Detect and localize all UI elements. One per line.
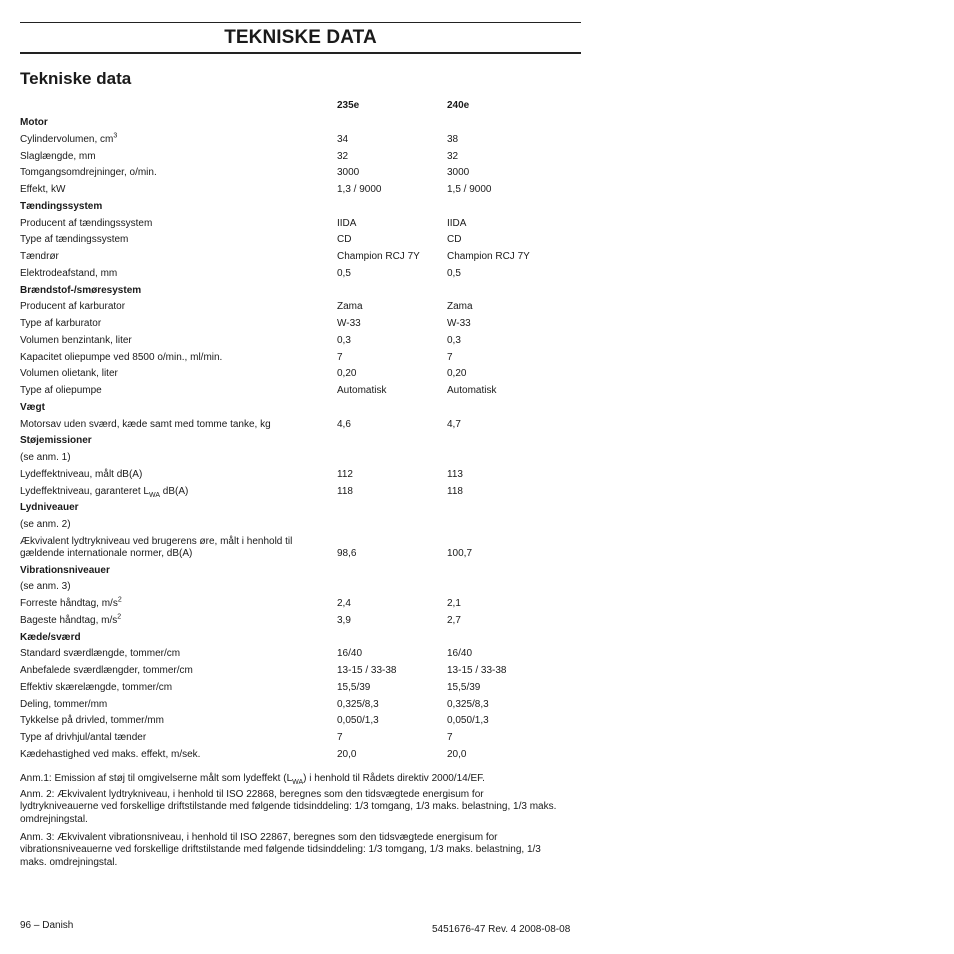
spec-label-text: Motor: [20, 117, 48, 128]
spec-value-235e: 7: [337, 732, 343, 743]
spec-section-heading: [20, 502, 79, 514]
spec-label-text: Vibrationsniveauer: [20, 564, 110, 576]
spec-label-text: Forreste håndtag, m/s: [20, 598, 118, 609]
spec-label-text: Tændingssystem: [20, 200, 103, 212]
column-header-235e: 235e: [337, 100, 360, 111]
spec-label: [20, 335, 132, 347]
spec-label-text: Lydniveauer: [20, 502, 79, 514]
spec-label: [20, 134, 117, 146]
spec-value-235e: 0,20: [337, 368, 357, 380]
spec-label: [20, 419, 271, 431]
spec-label-text: Tændrør: [20, 251, 59, 262]
spec-value-235e: 7: [337, 351, 343, 363]
spec-value-240e: Champion RCJ 7Y: [447, 251, 530, 262]
spec-label: [20, 732, 146, 744]
spec-label-text: Type af oliepumpe: [20, 385, 102, 396]
page-header-title: TEKNISKE DATA: [224, 27, 377, 48]
spec-label: [20, 352, 222, 364]
spec-value-235e: 0,050/1,3: [337, 715, 379, 727]
spec-label-text: Volumen olietank, liter: [20, 368, 118, 380]
spec-value-235e: 0,5: [337, 267, 351, 279]
spec-value-240e: 7: [447, 732, 453, 743]
column-header-240e: 240e: [447, 100, 470, 111]
spec-value-235e: 4,6: [337, 418, 351, 430]
spec-value-235e: 32: [337, 150, 349, 162]
spec-value-240e: 0,20: [447, 368, 467, 380]
spec-value-235e: CD: [337, 234, 352, 246]
spec-label: [20, 648, 180, 660]
spec-label-text: Vægt: [20, 401, 45, 413]
spec-value-235e: 3,9: [337, 614, 351, 626]
spec-label: [20, 368, 118, 380]
spec-label-text: Volumen benzintank, liter: [20, 334, 132, 346]
spec-label-text: Slaglængde, mm: [20, 150, 96, 162]
note-2-line: lydtrykniveauerne ved forskellige driftstilstande med følgende tidsinddeling: 1/3 tomgang, 1/3 maks. belastning, 1/3 maks.: [20, 801, 557, 813]
spec-label: [20, 452, 71, 464]
spec-label-text-line2: gældende internationale normer, dB(A): [20, 547, 193, 559]
spec-value-240e: 1,5 / 9000: [447, 184, 492, 195]
spec-value-235e: Automatisk: [337, 385, 387, 396]
spec-label-text: (se anm. 3): [20, 581, 71, 593]
spec-value-235e: 0,3: [337, 334, 351, 346]
spec-section-heading: [20, 632, 81, 644]
spec-label-subscript: WA: [148, 491, 161, 499]
spec-section-heading: [20, 435, 92, 447]
spec-label-superscript: 3: [113, 132, 118, 140]
spec-label-text: Producent af tændingssystem: [20, 217, 153, 229]
note-3: [20, 832, 590, 869]
spec-value-240e: 0,325/8,3: [447, 698, 489, 710]
spec-value-235e: 2,4: [337, 598, 351, 609]
spec-value-235e: Zama: [337, 301, 363, 313]
spec-value-240e: 0,3: [447, 334, 461, 346]
spec-value-240e: 15,5/39: [447, 681, 481, 693]
spec-label-text: Kæde/sværd: [20, 631, 81, 643]
spec-label-text: Type af tændingssystem: [20, 234, 129, 246]
spec-label-text: Anbefalede sværdlængder, tommer/cm: [20, 665, 193, 676]
spec-label-suffix: dB(A): [160, 485, 189, 497]
spec-value-240e: 38: [447, 133, 459, 145]
spec-section-heading: [20, 402, 45, 414]
spec-value-240e: CD: [447, 234, 462, 246]
note-2: [20, 789, 590, 826]
spec-label: [20, 234, 128, 246]
spec-label: [20, 749, 200, 761]
spec-section-heading: [20, 117, 48, 129]
spec-label-text: Motorsav uden sværd, kæde samt med tomme tanke, kg: [20, 418, 271, 430]
spec-value-240e: 113: [447, 468, 463, 480]
spec-value-235e: 98,6: [337, 547, 357, 559]
spec-section-heading: [20, 285, 141, 297]
spec-section-heading: [20, 565, 110, 577]
spec-label: [20, 301, 125, 313]
header-rule-bottom: [20, 52, 581, 54]
spec-value-240e: 2,7: [447, 614, 461, 626]
spec-label-superscript: 2: [117, 596, 122, 604]
spec-value-235e: 0,325/8,3: [337, 698, 379, 710]
spec-label: [20, 318, 101, 330]
spec-label: [20, 598, 122, 610]
spec-label-text: Effektiv skærelængde, tommer/cm: [20, 681, 173, 693]
spec-value-235e: 1,3 / 9000: [337, 184, 382, 195]
spec-label: [20, 268, 117, 280]
spec-value-235e: 3000: [337, 167, 360, 179]
spec-value-240e: 4,7: [447, 418, 461, 430]
spec-label: [20, 519, 71, 531]
spec-value-235e: Champion RCJ 7Y: [337, 251, 420, 262]
spec-value-240e: 13-15 / 33-38: [447, 665, 507, 676]
spec-value-240e: 0,050/1,3: [447, 715, 489, 727]
spec-label: [20, 151, 96, 163]
spec-value-235e: W-33: [337, 318, 361, 329]
spec-label: [20, 699, 107, 711]
spec-label-text: Type af drivhjul/antal tænder: [20, 732, 147, 743]
note-1: [20, 773, 590, 785]
spec-label-text: Standard sværdlængde, tommer/cm: [20, 648, 181, 660]
spec-label: [20, 184, 65, 196]
spec-label-text: Bageste håndtag, m/s: [20, 614, 118, 626]
note-2-line: omdrejningstal.: [20, 813, 88, 825]
spec-value-235e: IIDA: [337, 217, 357, 229]
spec-label-text: Ækvivalent lydtrykniveau ved brugerens øre, målt i henhold til: [20, 535, 293, 547]
spec-value-235e: 20,0: [337, 748, 357, 760]
spec-value-240e: 2,1: [447, 598, 461, 609]
spec-value-240e: 3000: [447, 167, 470, 179]
spec-value-240e: Automatisk: [447, 385, 497, 396]
spec-label: [20, 715, 164, 727]
spec-label-text: Lydeffektniveau, målt dB(A): [20, 468, 143, 480]
spec-label: [20, 469, 142, 481]
spec-label-text: Deling, tommer/mm: [20, 698, 108, 710]
footer-document-id: 5451676-47 Rev. 4 2008-08-08: [432, 924, 571, 935]
spec-label-text: Type af karburator: [20, 318, 102, 329]
note-3-line: Anm. 3: Ækvivalent vibrationsniveau, i henhold til ISO 22867, beregnes som den tidsvægtede energisum for: [20, 832, 498, 843]
spec-value-235e: 16/40: [337, 648, 363, 660]
spec-label-text: Producent af karburator: [20, 301, 126, 313]
spec-value-235e: 34: [337, 133, 349, 145]
spec-value-240e: 100,7: [447, 547, 473, 559]
spec-label-text: Kædehastighed ved maks. effekt, m/sek.: [20, 748, 201, 760]
spec-label: [20, 385, 102, 397]
spec-label: [20, 581, 71, 593]
section-title: Tekniske data: [20, 69, 132, 88]
spec-label: [20, 218, 152, 230]
spec-label: [20, 536, 292, 560]
note-1-subscript: WA: [292, 779, 304, 786]
spec-value-240e: W-33: [447, 318, 471, 329]
spec-label-text: Støjemissioner: [20, 435, 92, 447]
spec-label-text: Lydeffektniveau, garanteret L: [20, 485, 149, 497]
spec-label-text: Elektrodeafstand, mm: [20, 267, 118, 279]
spec-value-235e: 118: [337, 485, 353, 497]
spec-value-240e: 32: [447, 150, 459, 162]
spec-value-235e: 112: [337, 468, 353, 480]
spec-label-text: Effekt, kW: [20, 184, 66, 195]
note-3-line: maks. omdrejningstal.: [20, 856, 118, 868]
note-1-text-a: Anm.1: Emission af støj til omgivelserne målt som lydeffekt (L: [20, 773, 293, 784]
spec-value-235e: 13-15 / 33-38: [337, 665, 397, 676]
spec-label-text: Brændstof-/smøresystem: [20, 284, 142, 296]
note-2-line: Anm. 2: Ækvivalent lydtrykniveau, i henhold til ISO 22868, beregnes som den tidsvægtede energisum for: [20, 789, 484, 800]
note-1-text-b: ) i henhold til Rådets direktiv 2000/14/EF.: [303, 773, 485, 784]
spec-value-240e: 16/40: [447, 648, 473, 660]
spec-label-text: Tomgangsomdrejninger, o/min.: [20, 167, 157, 179]
spec-label-superscript: 2: [117, 613, 122, 621]
spec-value-240e: 20,0: [447, 748, 467, 760]
spec-label-text: Tykkelse på drivled, tommer/mm: [20, 715, 164, 727]
spec-value-240e: IIDA: [447, 217, 467, 229]
spec-label: [20, 486, 188, 498]
note-3-line: vibrationsniveauerne ved forskellige driftstilstande med følgende tidsinddeling: 1/3 tomgang, 1/3 maks. belastning, 1/3: [20, 844, 541, 856]
spec-label-text: (se anm. 2): [20, 519, 71, 530]
spec-label: [20, 251, 59, 263]
footer-page-number: 96 – Danish: [20, 920, 74, 931]
spec-label: [20, 665, 193, 677]
spec-value-240e: 118: [447, 485, 463, 497]
spec-label-text: Cylindervolumen, cm: [20, 133, 114, 145]
spec-label-text: Kapacitet oliepumpe ved 8500 o/min., ml/min.: [20, 351, 223, 363]
spec-value-240e: Zama: [447, 301, 473, 313]
spec-section-heading: [20, 201, 102, 213]
spec-label: [20, 615, 121, 627]
spec-label: [20, 167, 157, 179]
spec-value-240e: 0,5: [447, 267, 461, 279]
spec-value-235e: 15,5/39: [337, 681, 371, 693]
spec-label: [20, 682, 172, 694]
spec-value-240e: 7: [447, 351, 453, 363]
header-rule-top: [20, 22, 581, 23]
spec-label-text: (se anm. 1): [20, 452, 71, 463]
